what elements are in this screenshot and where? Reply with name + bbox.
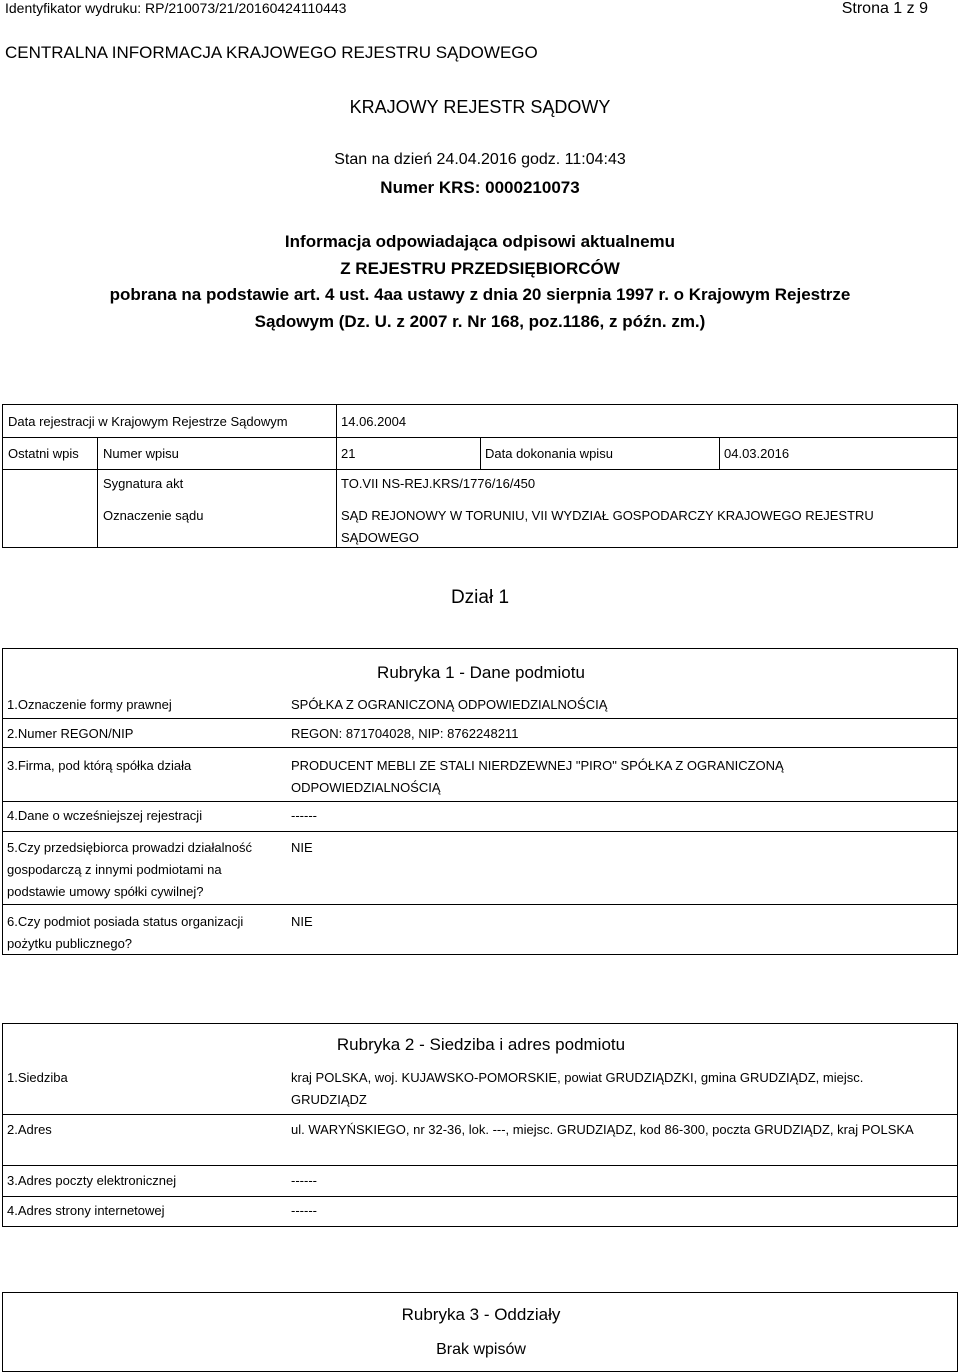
- last-entry-label: Ostatni wpis: [8, 446, 79, 461]
- rubryka-1-row-5-value: NIE: [291, 840, 313, 855]
- rubryka-2-row-1-value: kraj POLSKA, woj. KUJAWSKO-POMORSKIE, powiat GRUDZIĄDZKI, gmina GRUDZIĄDZ, miejsc. GRUDZIĄDZ: [291, 1070, 864, 1107]
- rubryka-1-row-5-label: 5.Czy przedsiębiorca prowadzi działalność gospodarczą z innymi podmiotami na podstawie umowy spółki cywilnej?: [7, 840, 252, 899]
- rubryka-1-row-4-value: ------: [291, 808, 317, 823]
- registration-date-value: 14.06.2004: [341, 414, 407, 429]
- info-line-2: Z REJESTRU PRZEDSIĘBIORCÓW: [340, 259, 620, 278]
- rubryka-1-title: Rubryka 1 - Dane podmiotu: [377, 663, 585, 682]
- rubryka-1-row-1-value: SPÓŁKA Z OGRANICZONĄ ODPOWIEDZIALNOŚCIĄ: [291, 697, 608, 712]
- info-line-1: Informacja odpowiadająca odpisowi aktualnemu: [284, 232, 676, 251]
- entry-number-label: Numer wpisu: [103, 446, 179, 461]
- rubryka-1-row-3-label: 3.Firma, pod którą spółka działa: [7, 758, 192, 773]
- document-title: KRAJOWY REJESTR SĄDOWY: [349, 97, 611, 117]
- rubryka-1-box: [2, 648, 958, 955]
- court-label: Oznaczenie sądu: [103, 508, 204, 523]
- legal-basis-line-2: Sądowym (Dz. U. z 2007 r. Nr 168, poz.1186, z późn. zm.): [254, 312, 706, 331]
- rubryka-1-row-6-label: 6.Czy podmiot posiada status organizacji pożytku publicznego?: [7, 914, 244, 951]
- rubryka-1-row-1-label: 1.Oznaczenie formy prawnej: [7, 697, 172, 712]
- rubryka-2-row-3-label: 3.Adres poczty elektronicznej: [7, 1173, 177, 1188]
- rubryka-1-row-2-value: REGON: 871704028, NIP: 8762248211: [291, 726, 519, 741]
- rubryka-3-box: [2, 1292, 958, 1372]
- rubryka-3-title: Rubryka 3 - Oddziały: [401, 1305, 561, 1324]
- print-identifier: Identyfikator wydruku: RP/210073/21/20160424110443: [5, 0, 347, 16]
- rubryka-2-box: [2, 1023, 958, 1227]
- rubryka-2-title: Rubryka 2 - Siedziba i adres podmiotu: [336, 1035, 626, 1054]
- organization-name: CENTRALNA INFORMACJA KRAJOWEGO REJESTRU SĄDOWEGO: [5, 43, 538, 62]
- rubryka-1-row-3-value: PRODUCENT MEBLI ZE STALI NIERDZEWNEJ "PIRO" SPÓŁKA Z OGRANICZONĄ ODPOWIEDZIALNOŚCIĄ: [291, 758, 784, 795]
- status-date: Stan na dzień 24.04.2016 godz. 11:04:43: [334, 151, 626, 168]
- krs-number: Numer KRS: 0000210073: [380, 178, 580, 197]
- rubryka-2-row-2-value: ul. WARYŃSKIEGO, nr 32-36, lok. ---, miejsc. GRUDZIĄDZ, kod 86-300, poczta GRUDZIĄDZ, kraj POLSKA: [291, 1122, 914, 1137]
- rubryka-2-row-3-value: ------: [291, 1173, 317, 1188]
- section-title: Dział 1: [450, 587, 510, 608]
- legal-basis-line-1: pobrana na podstawie art. 4 ust. 4aa ustawy z dnia 20 sierpnia 1997 r. o Krajowym Rejestrze: [109, 285, 851, 304]
- registration-table: [2, 404, 958, 548]
- entry-date-value: 04.03.2016: [724, 446, 790, 461]
- page-indicator: Strona 1 z 9: [841, 0, 928, 17]
- court-value: SĄD REJONOWY W TORUNIU, VII WYDZIAŁ GOSPODARCZY KRAJOWEGO REJESTRU SĄDOWEGO: [341, 508, 874, 545]
- rubryka-3-empty-text: Brak wpisów: [436, 1341, 526, 1358]
- rubryka-2-row-4-value: ------: [291, 1203, 317, 1218]
- entry-date-label: Data dokonania wpisu: [485, 446, 613, 461]
- rubryka-2-row-4-label: 4.Adres strony internetowej: [7, 1203, 165, 1218]
- rubryka-1-row-2-label: 2.Numer REGON/NIP: [7, 726, 134, 741]
- rubryka-1-row-6-value: NIE: [291, 914, 313, 929]
- registration-date-label: Data rejestracji w Krajowym Rejestrze Sądowym: [8, 414, 288, 429]
- signature-value: TO.VII NS-REJ.KRS/1776/16/450: [341, 476, 536, 491]
- rubryka-2-row-2-label: 2.Adres: [7, 1122, 52, 1137]
- entry-number-value: 21: [341, 446, 356, 461]
- rubryka-1-row-4-label: 4.Dane o wcześniejszej rejestracji: [7, 808, 203, 823]
- signature-label: Sygnatura akt: [103, 476, 184, 491]
- rubryka-2-row-1-label: 1.Siedziba: [7, 1070, 68, 1085]
